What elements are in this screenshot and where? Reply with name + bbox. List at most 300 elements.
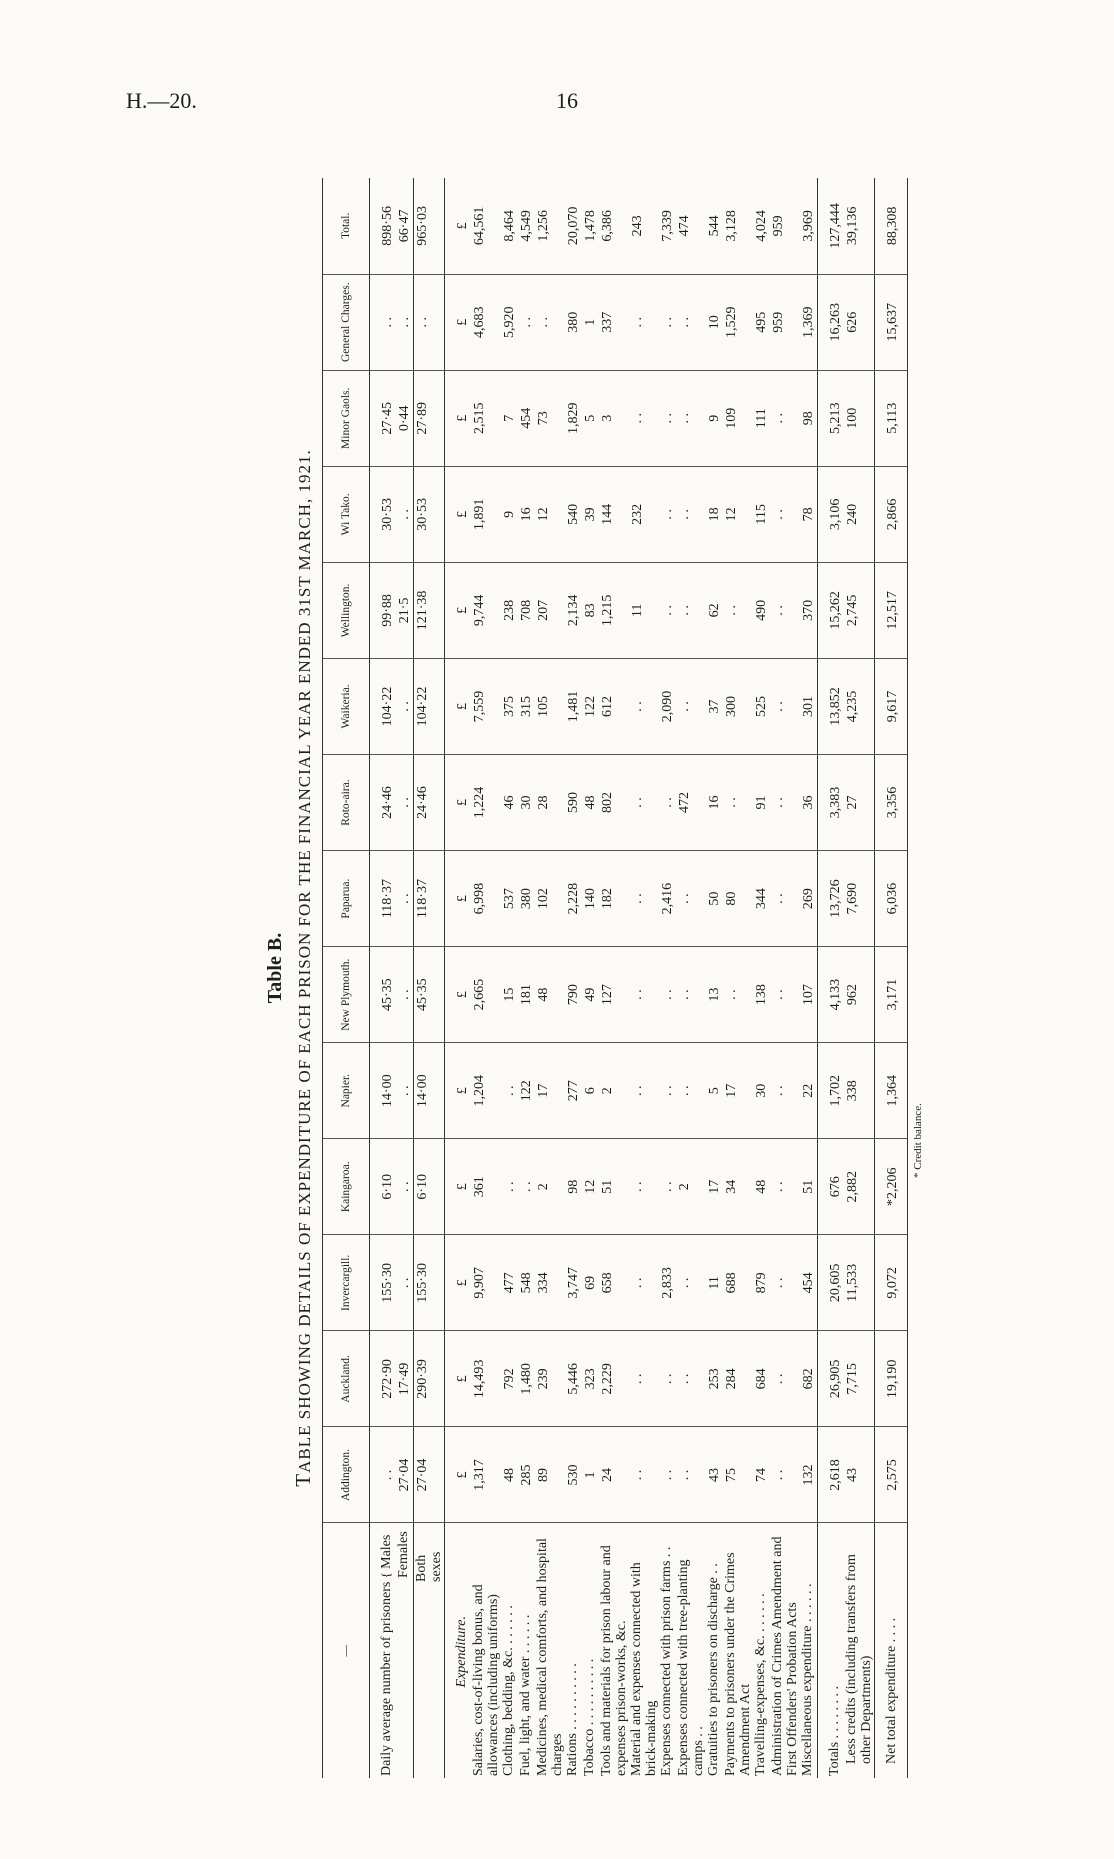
table-cell: 2,665	[471, 947, 501, 1043]
table-cell: . .	[770, 1139, 800, 1235]
table-cell: 454	[800, 1235, 818, 1331]
table-cell: 104·22	[370, 658, 397, 754]
table-cell: . .	[770, 466, 800, 562]
row-label: Payments to prisoners under the Crimes Amendment Act	[723, 1552, 753, 1776]
table-cell: 2,575	[875, 1427, 908, 1523]
table-cell: 39,136	[844, 178, 875, 274]
table-cell: . .	[676, 947, 706, 1043]
row-label: Material and expenses connected with brick-making	[629, 1562, 659, 1776]
table-cell: . .	[659, 1331, 676, 1427]
table-cell: 315	[518, 658, 535, 754]
expense-row	[770, 178, 800, 1778]
table-cell: 2	[676, 1139, 706, 1235]
less-credits-row	[844, 178, 875, 1778]
table-cell: . .	[659, 1043, 676, 1139]
table-cell: 16	[706, 755, 723, 851]
expense-row	[629, 178, 659, 1778]
column-header: Wellington.	[323, 562, 370, 658]
table-cell: . .	[629, 851, 659, 947]
footnote: * Credit balance.	[912, 1103, 924, 1178]
table-cell: 30·53	[370, 466, 397, 562]
table-cell: . .	[396, 1043, 414, 1139]
table-cell: . .	[518, 1139, 535, 1235]
table-cell: 11,533	[844, 1235, 875, 1331]
table-cell: . .	[396, 466, 414, 562]
table-cell: . .	[676, 1235, 706, 1331]
table-cell: . .	[629, 370, 659, 466]
table-cell: 118·37	[414, 851, 445, 947]
table-cell: 590	[565, 755, 582, 851]
table-cell: 62	[706, 562, 723, 658]
table-cell: 370	[800, 562, 818, 658]
table-cell: 6,998	[471, 851, 501, 947]
column-header: Waikeria.	[323, 658, 370, 754]
table-cell: . .	[535, 274, 565, 370]
table-cell: 323	[582, 1331, 599, 1427]
table-cell: 959	[770, 274, 800, 370]
table-cell: 43	[706, 1427, 723, 1523]
row-label: Medicines, medical comforts, and hospital charges	[535, 1538, 565, 1776]
table-cell: 1,481	[565, 658, 582, 754]
table-cell: 78	[800, 466, 818, 562]
expense-row	[471, 178, 501, 1778]
table-cell: 540	[565, 466, 582, 562]
table-cell: 140	[582, 851, 599, 947]
table-cell: . .	[659, 466, 676, 562]
table-cell: . .	[414, 274, 445, 370]
table-cell: 7,559	[471, 658, 501, 754]
table-cell: 626	[844, 274, 875, 370]
table-cell: 17	[706, 1139, 723, 1235]
table-cell: 16	[518, 466, 535, 562]
table-cell: 708	[518, 562, 535, 658]
row-label: Travelling-expenses, &c. . . . . . .	[753, 1593, 768, 1776]
expense-row	[676, 178, 706, 1778]
table-cell: 5	[582, 370, 599, 466]
table-title: Table B.	[264, 932, 286, 1004]
row-label: Miscellaneous expenditure . . . . . .	[800, 1583, 815, 1776]
table-cell: . .	[501, 1139, 518, 1235]
table-cell: 48	[535, 947, 565, 1043]
currency-symbol: £	[445, 947, 472, 1043]
table-cell: 155·30	[370, 1235, 397, 1331]
table-cell: 89	[535, 1427, 565, 1523]
table-cell: 337	[599, 274, 629, 370]
table-cell: 13,726	[818, 851, 845, 947]
table-cell: 6	[582, 1043, 599, 1139]
table-cell: 3,356	[875, 755, 908, 851]
table-cell: 207	[535, 562, 565, 658]
table-cell: 121·38	[414, 562, 445, 658]
table-cell: 12,517	[875, 562, 908, 658]
table-cell: 4,133	[818, 947, 845, 1043]
table-cell: 13	[706, 947, 723, 1043]
table-cell: . .	[501, 1043, 518, 1139]
table-cell: 7,339	[659, 178, 676, 274]
table-cell: 2,416	[659, 851, 676, 947]
table-cell: 127,444	[818, 178, 845, 274]
currency-symbol: £	[445, 466, 472, 562]
table-cell: 37	[706, 658, 723, 754]
table-cell: . .	[629, 755, 659, 851]
expenditure-table	[322, 178, 908, 1778]
table-cell: 6·10	[414, 1139, 445, 1235]
table-cell: 2,833	[659, 1235, 676, 1331]
table-cell: 9	[501, 466, 518, 562]
table-cell: 477	[501, 1235, 518, 1331]
table-cell: 530	[565, 1427, 582, 1523]
table-cell: . .	[518, 274, 535, 370]
table-cell: 7,715	[844, 1331, 875, 1427]
table-cell: . .	[629, 274, 659, 370]
table-cell: 676	[818, 1139, 845, 1235]
row-label: Gratuities to prisoners on discharge . .	[706, 1563, 721, 1776]
table-cell: 138	[753, 947, 770, 1043]
table-cell: 612	[599, 658, 629, 754]
table-cell: 36	[800, 755, 818, 851]
currency-symbol: £	[445, 1139, 472, 1235]
table-cell: 1,891	[471, 466, 501, 562]
table-cell: 107	[800, 947, 818, 1043]
currency-symbol: £	[445, 755, 472, 851]
table-cell: 1,204	[471, 1043, 501, 1139]
table-cell: 5,213	[818, 370, 845, 466]
table-cell: 27·89	[414, 370, 445, 466]
females-row	[396, 178, 414, 1778]
table-cell: 182	[599, 851, 629, 947]
row-label: Totals . . . . . . . .	[818, 1523, 845, 1778]
table-cell: 344	[753, 851, 770, 947]
column-header: Roto-aira.	[323, 755, 370, 851]
table-cell: 80	[723, 851, 753, 947]
column-header: New Plymouth.	[323, 947, 370, 1043]
table-cell: 73	[535, 370, 565, 466]
table-cell: . .	[676, 1331, 706, 1427]
expense-row	[518, 178, 535, 1778]
expense-row	[582, 178, 599, 1778]
currency-symbol: £	[445, 1043, 472, 1139]
table-body	[370, 178, 908, 1778]
table-cell: 1	[582, 274, 599, 370]
table-cell: . .	[659, 1427, 676, 1523]
table-cell: . .	[396, 755, 414, 851]
table-cell: 495	[753, 274, 770, 370]
table-cell: 13,852	[818, 658, 845, 754]
table-cell: . .	[396, 947, 414, 1043]
table-cell: 50	[706, 851, 723, 947]
table-cell: 269	[800, 851, 818, 947]
row-label: Administration of Crimes Amendment and First Offenders' Probation Acts	[770, 1536, 800, 1776]
row-label: Less credits (including transfers from other Departments)	[844, 1554, 874, 1764]
table-cell: 48	[501, 1427, 518, 1523]
table-cell: 2	[599, 1043, 629, 1139]
table-cell: 4,024	[753, 178, 770, 274]
table-cell: 272·90	[370, 1331, 397, 1427]
table-cell: 48	[582, 755, 599, 851]
table-cell: . .	[629, 1235, 659, 1331]
table-cell: 1,224	[471, 755, 501, 851]
table-cell: 454	[518, 370, 535, 466]
table-cell: . .	[676, 1043, 706, 1139]
table-cell: 18	[706, 466, 723, 562]
table-cell: 155·30	[414, 1235, 445, 1331]
table-cell: 472	[676, 755, 706, 851]
table-cell: 30	[753, 1043, 770, 1139]
table-cell: 684	[753, 1331, 770, 1427]
table-cell: 51	[800, 1139, 818, 1235]
currency-symbol: £	[445, 1331, 472, 1427]
table-cell: 104·22	[414, 658, 445, 754]
table-cell: 9	[706, 370, 723, 466]
expense-row	[706, 178, 723, 1778]
table-cell: 2,228	[565, 851, 582, 947]
table-cell: 17	[535, 1043, 565, 1139]
row-label: Tools and materials for prison labour and expenses prison-works, &c.	[599, 1545, 629, 1776]
table-cell: . .	[659, 370, 676, 466]
table-cell: 144	[599, 466, 629, 562]
table-cell: 98	[565, 1139, 582, 1235]
males-label: Males	[379, 1534, 394, 1569]
table-cell: 74	[753, 1427, 770, 1523]
table-cell: 2,745	[844, 562, 875, 658]
expense-row	[800, 178, 818, 1778]
table-cell: 26,905	[818, 1331, 845, 1427]
table-cell: 0·44	[396, 370, 414, 466]
table-cell: 98	[800, 370, 818, 466]
table-cell: . .	[770, 851, 800, 947]
table-cell: 111	[753, 370, 770, 466]
table-cell: . .	[659, 274, 676, 370]
table-cell: . .	[723, 755, 753, 851]
expense-row	[723, 178, 753, 1778]
table-cell: 4,549	[518, 178, 535, 274]
table-cell: 688	[723, 1235, 753, 1331]
table-cell: 24·46	[370, 755, 397, 851]
table-cell: . .	[396, 1139, 414, 1235]
table-cell: . .	[370, 1427, 397, 1523]
table-cell: 48	[753, 1139, 770, 1235]
table-cell: 965·03	[414, 178, 445, 274]
table-cell: . .	[770, 370, 800, 466]
table-cell: 45·35	[414, 947, 445, 1043]
table-cell: 6,036	[875, 851, 908, 947]
table-cell: 27·04	[396, 1427, 414, 1523]
column-header: Paparua.	[323, 851, 370, 947]
column-header: Napier.	[323, 1043, 370, 1139]
table-cell: 802	[599, 755, 629, 851]
table-cell: 12	[582, 1139, 599, 1235]
table-cell: 3,383	[818, 755, 845, 851]
table-cell: 5,920	[501, 274, 518, 370]
column-header: Kaingaroa.	[323, 1139, 370, 1235]
table-cell: 301	[800, 658, 818, 754]
table-cell: 14·00	[370, 1043, 397, 1139]
table-cell: 9,072	[875, 1235, 908, 1331]
currency-symbol: £	[445, 1427, 472, 1523]
table-cell: 66·47	[396, 178, 414, 274]
row-label	[370, 1523, 397, 1778]
currency-symbol: £	[445, 178, 472, 274]
table-cell: 380	[565, 274, 582, 370]
table-cell: 879	[753, 1235, 770, 1331]
table-cell: 284	[723, 1331, 753, 1427]
table-cell: 20,605	[818, 1235, 845, 1331]
table-cell: 122	[582, 658, 599, 754]
table-cell: 1,256	[535, 178, 565, 274]
table-cell: . .	[659, 947, 676, 1043]
table-cell: 232	[629, 466, 659, 562]
table-cell: 30·53	[414, 466, 445, 562]
column-header: Wi Tako.	[323, 466, 370, 562]
table-cell: 24·46	[414, 755, 445, 851]
table-cell: 959	[770, 178, 800, 274]
table-cell: . .	[629, 1427, 659, 1523]
table-cell: . .	[629, 658, 659, 754]
table-cell: 181	[518, 947, 535, 1043]
table-cell: 2,515	[471, 370, 501, 466]
table-cell: 5	[706, 1043, 723, 1139]
table-cell: 8,464	[501, 178, 518, 274]
table-cell: 15,262	[818, 562, 845, 658]
table-cell: 300	[723, 658, 753, 754]
table-cell: 6,386	[599, 178, 629, 274]
table-cell: 238	[501, 562, 518, 658]
table-cell: 39	[582, 466, 599, 562]
table-cell: 5,446	[565, 1331, 582, 1427]
table-cell: 22	[800, 1043, 818, 1139]
table-cell: 375	[501, 658, 518, 754]
table-cell: 2,618	[818, 1427, 845, 1523]
table-cell: . .	[629, 947, 659, 1043]
table-cell: 361	[471, 1139, 501, 1235]
table-cell: 544	[706, 178, 723, 274]
table-cell: . .	[770, 1331, 800, 1427]
totals-row	[818, 178, 845, 1778]
daily-average-label: Daily average number of prisoners	[379, 1581, 394, 1776]
column-header: Minor Gaols.	[323, 370, 370, 466]
table-cell: 1,829	[565, 370, 582, 466]
table-cell: 14·00	[414, 1043, 445, 1139]
table-cell: . .	[396, 851, 414, 947]
table-cell: 7	[501, 370, 518, 466]
table-cell: 1,478	[582, 178, 599, 274]
table-cell: . .	[770, 658, 800, 754]
table-cell: 4,235	[844, 658, 875, 754]
table-cell: 3,106	[818, 466, 845, 562]
currency-symbol: £	[445, 370, 472, 466]
table-cell: 962	[844, 947, 875, 1043]
table-cell: . .	[723, 562, 753, 658]
table-cell: 1,702	[818, 1043, 845, 1139]
rotated-table-block	[262, 148, 924, 1788]
row-label: Tobacco . . . . . . . . . .	[582, 1658, 597, 1776]
table-cell: 3	[599, 370, 629, 466]
row-label: Clothing, bedding, &c. . . . . . .	[501, 1605, 516, 1776]
table-cell: 380	[518, 851, 535, 947]
row-label: Both sexes	[414, 1523, 445, 1778]
table-cell: . .	[659, 562, 676, 658]
table-cell: . .	[629, 1043, 659, 1139]
table-cell: 75	[723, 1427, 753, 1523]
table-cell: 127	[599, 947, 629, 1043]
expense-row	[753, 178, 770, 1778]
expense-row	[535, 178, 565, 1778]
table-cell: 24	[599, 1427, 629, 1523]
table-cell: 64,561	[471, 178, 501, 274]
row-label: Salaries, cost-of-living bonus, and allowances (including uniforms)	[471, 1584, 501, 1776]
table-cell: . .	[770, 1235, 800, 1331]
table-cell: 118·37	[370, 851, 397, 947]
table-cell: . .	[770, 1043, 800, 1139]
table-cell: 34	[723, 1139, 753, 1235]
table-cell: 9,907	[471, 1235, 501, 1331]
table-cell: 658	[599, 1235, 629, 1331]
expense-row	[659, 178, 676, 1778]
table-cell: 1	[582, 1427, 599, 1523]
table-cell: . .	[629, 1139, 659, 1235]
table-cell: 102	[535, 851, 565, 947]
table-cell: 15,637	[875, 274, 908, 370]
table-cell: 99·88	[370, 562, 397, 658]
currency-symbol: £	[445, 658, 472, 754]
table-cell: 3,171	[875, 947, 908, 1043]
table-cell: 474	[676, 178, 706, 274]
row-label: Females	[396, 1531, 411, 1578]
table-cell: 17	[723, 1043, 753, 1139]
table-cell: 3,969	[800, 178, 818, 274]
table-cell: . .	[659, 1139, 676, 1235]
table-cell: . .	[396, 658, 414, 754]
table-cell: 83	[582, 562, 599, 658]
table-cell: . .	[676, 1427, 706, 1523]
table-cell: 27·45	[370, 370, 397, 466]
currency-symbol: £	[445, 851, 472, 947]
table-cell: . .	[396, 1235, 414, 1331]
table-cell: 285	[518, 1427, 535, 1523]
table-cell: 91	[753, 755, 770, 851]
table-cell: *2,206	[875, 1139, 908, 1235]
table-cell: 9,617	[875, 658, 908, 754]
table-cell: 46	[501, 755, 518, 851]
table-cell: . .	[770, 562, 800, 658]
table-cell: 27	[844, 755, 875, 851]
table-cell: 2	[535, 1139, 565, 1235]
table-cell: 338	[844, 1043, 875, 1139]
table-cell: 1,369	[800, 274, 818, 370]
table-cell: 1,215	[599, 562, 629, 658]
row-label: Rations . . . . . . . . . .	[565, 1663, 580, 1776]
column-header: Addington.	[323, 1427, 370, 1523]
table-cell: 21·5	[396, 562, 414, 658]
currency-symbol: £	[445, 562, 472, 658]
table-cell: . .	[676, 658, 706, 754]
row-label: Expenditure.	[445, 1523, 472, 1778]
table-cell: 1,364	[875, 1043, 908, 1139]
page-number: 16	[556, 88, 578, 113]
row-label: Expenses connected with prison farms . .	[659, 1546, 674, 1776]
table-cell: 2,882	[844, 1139, 875, 1235]
table-cell: 45·35	[370, 947, 397, 1043]
table-cell: 548	[518, 1235, 535, 1331]
table-cell: . .	[396, 274, 414, 370]
table-cell: 69	[582, 1235, 599, 1331]
table-cell: 3,128	[723, 178, 753, 274]
column-header: Total.	[323, 178, 370, 274]
table-cell: . .	[770, 1427, 800, 1523]
table-cell: 525	[753, 658, 770, 754]
column-header: General Charges.	[323, 274, 370, 370]
males-row	[370, 178, 397, 1778]
